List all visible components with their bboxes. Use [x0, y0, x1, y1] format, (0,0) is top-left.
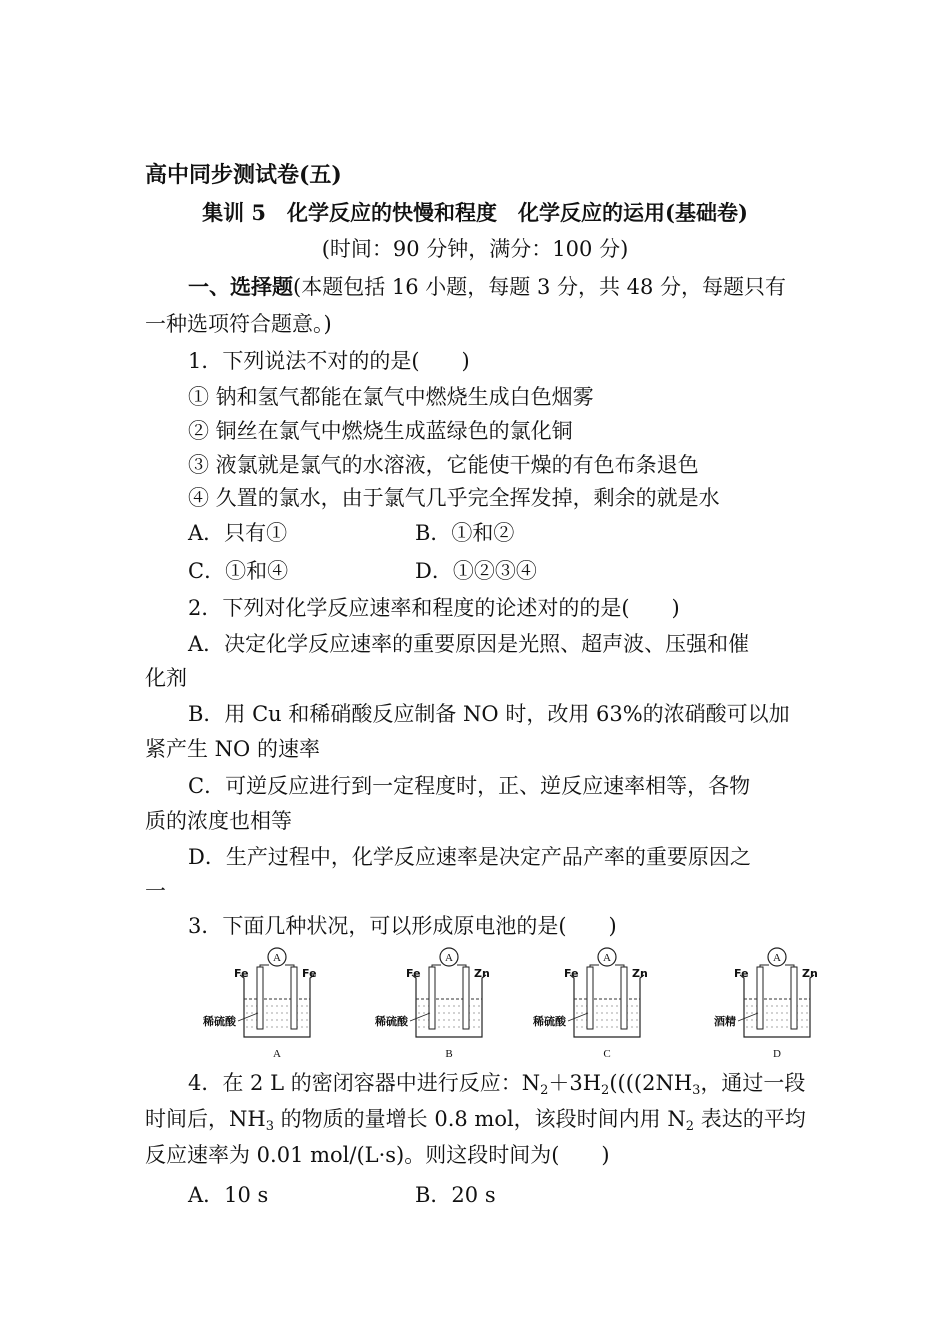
- q4-text: ，通过一段: [700, 1071, 806, 1095]
- ammeter-label: A: [273, 952, 281, 964]
- q4-text: 的物质的量增长 0.8 mol，该段时间内用 N: [273, 1107, 686, 1131]
- q1-statement-4: ④ 久置的氯水，由于氯气几乎完全挥发掉，剩余的就是水: [188, 486, 720, 510]
- q4-sub: 2: [540, 1083, 549, 1098]
- exam-meta: (时间：90 分钟，满分：100 分): [321, 237, 629, 261]
- q2-option-d: D．生产过程中，化学反应速率是决定产品产率的重要原因之: [188, 845, 751, 869]
- q4-text: ＋3H: [548, 1071, 602, 1095]
- cell-a: [202, 948, 317, 1060]
- q1-option-d: D．①②③④: [415, 559, 537, 583]
- q4-sub: 2: [601, 1083, 610, 1098]
- cell-letter: D: [773, 1048, 781, 1060]
- electrode-left-label: Fe: [564, 967, 579, 980]
- q1-statement-3: ③ 液氯就是氯气的水溶液，它能使干燥的有色布条退色: [188, 453, 699, 477]
- electrode-left-label: Fe: [406, 967, 421, 980]
- q1-statement-2: ② 铜丝在氯气中燃烧生成蓝绿色的氯化铜: [188, 419, 573, 443]
- section-instruction-text: (本题包括 16 小题，每题 3 分，共 48 分，每题只有: [293, 275, 787, 299]
- q4-sub: 3: [692, 1083, 701, 1098]
- q2-option-b-cont: 紧产生 NO 的速率: [145, 737, 320, 761]
- electrode-left: [257, 967, 263, 1029]
- galvanic-cells-figure: [190, 945, 818, 1063]
- q4-option-b: B．20 s: [415, 1183, 496, 1207]
- q4-line-3: 反应速率为 0.01 mol/(L·s)。则这段时间为( ): [145, 1143, 610, 1167]
- ammeter-label: A: [773, 952, 781, 964]
- section-heading: 一、选择题: [188, 274, 293, 299]
- electrode-left: [757, 967, 763, 1029]
- solution-label: 酒精: [714, 1015, 736, 1028]
- electrode-left-label: Fe: [734, 967, 749, 980]
- solution-label: 稀硫酸: [533, 1015, 566, 1028]
- q1-stem: 1．下列说法不对的的是( ): [188, 349, 470, 373]
- q1-option-a: A．只有①: [188, 521, 288, 545]
- electrode-right: [463, 967, 469, 1029]
- electrode-right-label: Zn: [802, 967, 818, 980]
- q3-stem: 3．下面几种状况，可以形成原电池的是( ): [188, 914, 617, 938]
- solution-label: 稀硫酸: [375, 1015, 408, 1028]
- q4-line-2: [145, 1104, 806, 1134]
- ammeter-label: A: [445, 952, 453, 964]
- electrode-right: [291, 967, 297, 1029]
- electrode-right-label: Zn: [632, 967, 648, 980]
- section-instruction: [188, 272, 786, 302]
- q4-text: 4．在 2 L 的密闭容器中进行反应：N: [188, 1071, 541, 1095]
- q2-option-d-cont: 一: [145, 879, 166, 903]
- electrode-left: [587, 967, 593, 1029]
- q4-text: ((((2NH: [609, 1071, 693, 1095]
- q1-option-c: C．①和④: [188, 559, 289, 583]
- section-instruction-cont: 一种选项符合题意。): [145, 312, 332, 336]
- cell-d: [714, 948, 818, 1060]
- galvanic-cells-svg: [190, 945, 818, 1063]
- electrode-right-label: Zn: [474, 967, 490, 980]
- electrode-right: [791, 967, 797, 1029]
- q4-sub: 3: [265, 1119, 274, 1134]
- q4-option-a: A．10 s: [188, 1183, 269, 1207]
- q2-option-c: C．可逆反应进行到一定程度时，正、逆反应速率相等，各物: [188, 774, 751, 798]
- q2-option-c-cont: 质的浓度也相等: [145, 809, 292, 833]
- q2-option-a-cont: 化剂: [145, 666, 187, 690]
- page-title: 高中同步测试卷(五): [145, 162, 342, 188]
- q1-option-b: B．①和②: [415, 521, 515, 545]
- cell-letter: A: [273, 1048, 281, 1060]
- cell-b: [374, 948, 490, 1060]
- cell-c: [532, 948, 648, 1060]
- electrode-left-label: Fe: [234, 967, 249, 980]
- solution-label: 稀硫酸: [203, 1015, 236, 1028]
- electrode-right-label: Fe: [302, 967, 317, 980]
- q2-option-b: B．用 Cu 和稀硝酸反应制备 NO 时，改用 63%的浓硝酸可以加: [188, 702, 790, 726]
- q1-statement-1: ① 钠和氢气都能在氯气中燃烧生成白色烟雾: [188, 385, 594, 409]
- q4-text: 时间后，NH: [145, 1107, 266, 1131]
- q2-option-a: A．决定化学反应速率的重要原因是光照、超声波、压强和催: [188, 632, 750, 656]
- cell-letter: B: [445, 1048, 453, 1060]
- q2-stem: 2．下列对化学反应速率和程度的论述对的的是( ): [188, 596, 680, 620]
- cell-letter: C: [603, 1048, 611, 1060]
- q4-text: 表达的平均: [694, 1107, 806, 1131]
- q4-line-1: [188, 1068, 805, 1098]
- q4-sub: 2: [685, 1119, 695, 1134]
- electrode-left: [429, 967, 435, 1029]
- electrode-right: [621, 967, 627, 1029]
- page-subtitle: 集训 5 化学反应的快慢和程度 化学反应的运用(基础卷): [202, 200, 748, 225]
- ammeter-label: A: [603, 952, 611, 964]
